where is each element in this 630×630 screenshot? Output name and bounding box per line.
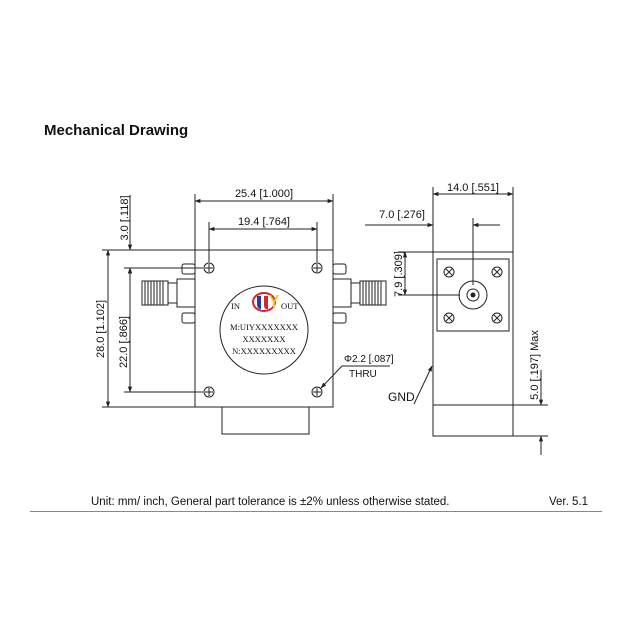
- side-view: [365, 187, 548, 455]
- right-sma-connector: [333, 264, 386, 323]
- dim-hole-diameter: Φ2.2 [.087]: [344, 354, 394, 365]
- dim-hole-spacing-x: 19.4 [.764]: [238, 216, 290, 228]
- label-out: OUT: [281, 301, 299, 311]
- gnd-label: GND: [388, 390, 415, 404]
- dim-height-overall: 28.0 [1.102]: [95, 299, 107, 359]
- dim-flange-height: 5.0 [.197] Max: [529, 330, 541, 400]
- label-model: M:UIYXXXXXXX: [230, 322, 298, 332]
- dim-hole-spacing-y: 22.0 [.866]: [118, 316, 130, 368]
- label-in: IN: [231, 301, 240, 311]
- front-view: [102, 194, 390, 434]
- label-serial: N:XXXXXXXXX: [232, 346, 296, 356]
- page-title: Mechanical Drawing: [44, 122, 189, 139]
- footer-divider: [30, 511, 602, 512]
- version-label: Ver. 5.1: [549, 496, 589, 508]
- dim-width-overall: 25.4 [1.000]: [234, 188, 294, 200]
- dim-hole-offset-top: 3.0 [.118]: [119, 195, 131, 241]
- left-sma-connector: [142, 264, 195, 323]
- dim-depth-overall: 14.0 [.551]: [447, 182, 499, 194]
- label-code: XXXXXXX: [242, 334, 286, 344]
- bottom-tab: [222, 407, 309, 434]
- dim-hole-note: THRU: [349, 369, 377, 380]
- footer-note: Unit: mm/ inch, General part tolerance is ±2% unless otherwise stated.: [91, 496, 450, 508]
- dim-connector-height: 7.9 [.309]: [393, 251, 405, 297]
- dim-connector-offset: 7.0 [.276]: [379, 209, 425, 221]
